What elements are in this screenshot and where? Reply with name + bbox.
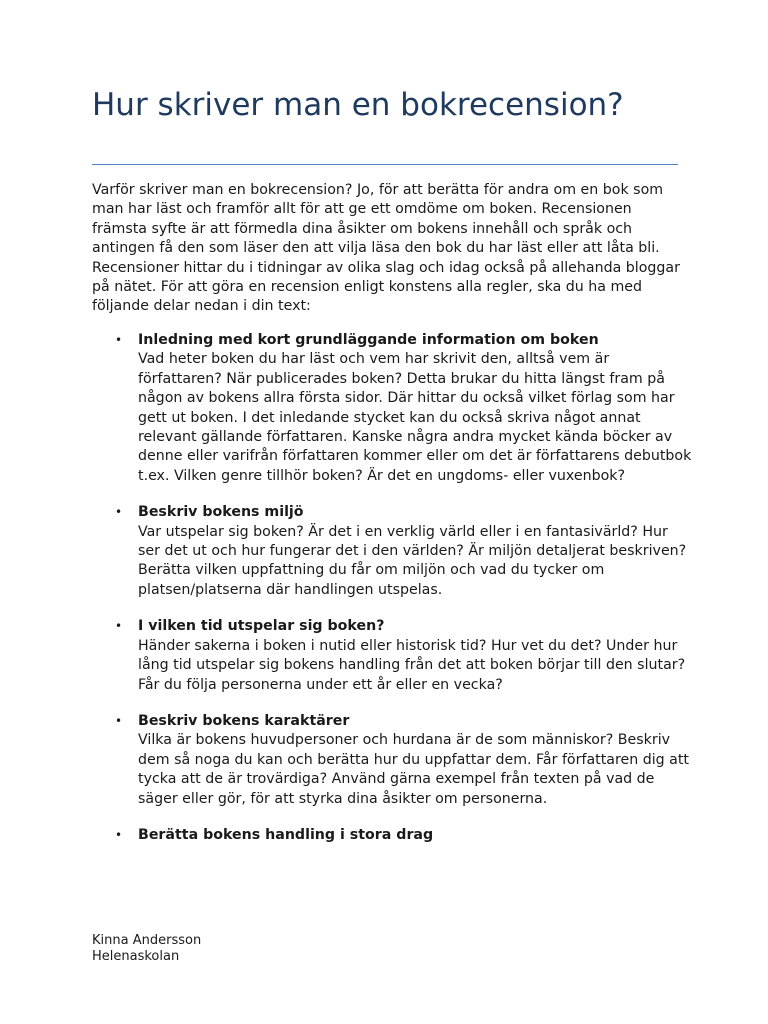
section-list [112,331,692,845]
title-divider [92,164,678,165]
section-heading: Beskriv bokens miljö [138,504,304,521]
section-body: Vilka är bokens huvudpersoner och hurdana är de som människor? Beskriv dem så noga du kan och berätta hur du uppfattar dem. Får författaren dig att tycka att de är trovärdiga? Använd gärna exempel från texten på vad de säger eller gör, för att styrka dina åsikter om personerna. [138,732,689,807]
page-title: Hur skriver man en bokrecension? [92,87,624,123]
section-heading: Beskriv bokens karaktärer [138,712,350,729]
bullet-icon: • [115,827,123,842]
list-item [112,826,692,845]
bullet-icon: • [115,713,123,728]
bullet-icon: • [115,505,123,520]
footer [92,933,201,965]
list-item [112,503,692,600]
section-heading: Inledning med kort grundläggande information om boken [138,332,599,348]
section-body: Händer sakerna i boken i nutid eller historisk tid? Hur vet du det? Under hur lång tid utspelar sig bokens handling från det att boken börjar till den slutar? Får du följa personerna under ett år eller en vecka? [138,637,686,693]
footer-author: Kinna Andersson [92,933,202,948]
section-body: Var utspelar sig boken? Är det i en verklig värld eller i en fantasivärld? Hur ser det ut och hur fungerar det i den världen? Är miljön detaljerat beskriven? Berätta vilken uppfattning du får om miljön och vad du tycker om platsen/platserna där handlingen utspelas. [138,523,687,598]
bullet-icon: • [115,333,123,347]
section-heading: I vilken tid utspelar sig boken? [138,618,385,635]
footer-school: Helenaskolan [92,949,180,964]
list-item [112,617,692,695]
list-item [112,331,692,486]
section-heading: Berätta bokens handling i stora drag [138,826,434,843]
section-body: Vad heter boken du har läst och vem har skrivit den, alltså vem är författaren? När publicerades boken? Detta brukar du hitta längst fram på någon av bokens allra första sidor. Där hittar du också vilket förlag som har gett ut boken. I det inledande stycket kan du också skriva något annat relevant gällande författaren. Kanske några andra mycket kända böcker av denne eller varifrån författaren kommer eller om det är författarens debutbok t.ex. Vilken genre tillhör boken? Är det en ungdoms- eller vuxenbok? [138,351,692,484]
intro-paragraph: Varför skriver man en bokrecension? Jo, för att berätta för andra om en bok som man har läst och framför allt för att ge ett omdöme om boken. Recensionen främsta syfte är att förmedla dina åsikter om bokens innehåll och språk och antingen få den som läser den att vilja läsa den bok du har läst eller att låta bli. Recensioner hittar du i tidningar av olika slag och idag också på allehanda bloggar på nätet. För att göra en recension enligt konstens alla regler, ska du ha med följande delar nedan i din text: [92,182,680,315]
list-item [112,712,692,809]
bullet-icon: • [115,619,123,634]
